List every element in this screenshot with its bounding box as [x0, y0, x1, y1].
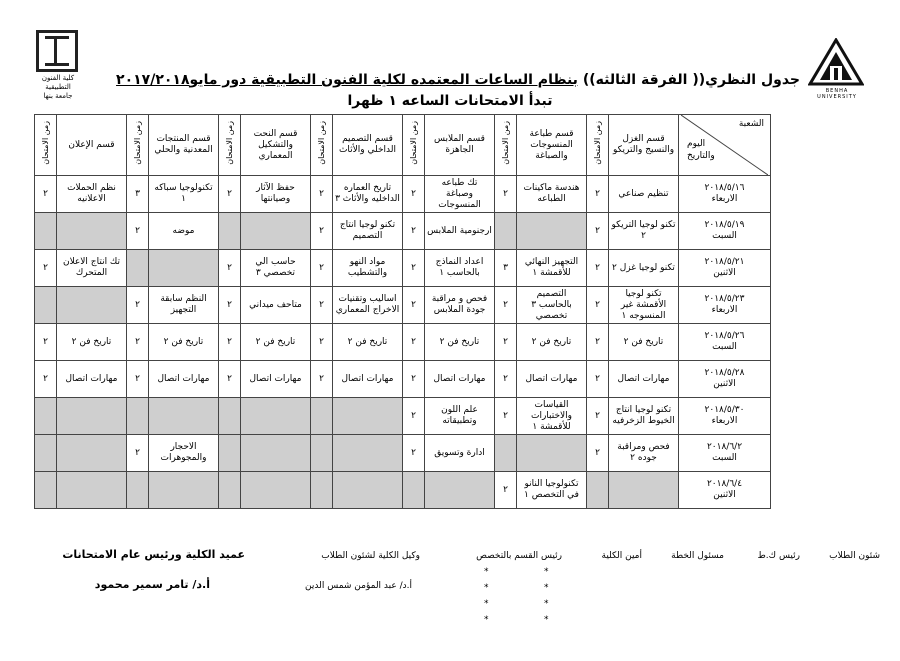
duration-label: زمن الامتحان [592, 121, 602, 165]
duration-cell: ٢ [495, 176, 517, 213]
duration-cell [219, 213, 241, 250]
duration-cell: ٣ [127, 176, 149, 213]
duration-cell: ٢ [127, 324, 149, 361]
course-cell: تكنو لوجيا التريكو ٢ [609, 213, 679, 250]
course-cell [149, 472, 219, 509]
course-cell: اعداد النماذج بالحاسب ١ [425, 250, 495, 287]
exam-date: ٢٠١٨/٥/٣٠ [704, 405, 745, 415]
duration-header [495, 115, 517, 176]
duration-cell: ٢ [219, 324, 241, 361]
dept-head-signature-mark: * [544, 615, 549, 625]
exam-date: ٢٠١٨/٦/٢ [706, 442, 743, 452]
duration-cell: ٢ [311, 361, 333, 398]
duration-cell [35, 398, 57, 435]
duration-cell: ٢ [587, 250, 609, 287]
table-row [35, 472, 771, 509]
sig-college-secretary: أمين الكلية [601, 551, 642, 561]
sig-students-affairs: شئون الطلاب [829, 551, 880, 561]
course-cell: تكنو لوجيا انتاج الخيوط الزخرفيه [609, 398, 679, 435]
duration-cell: ٢ [403, 250, 425, 287]
course-cell: تاريخ فن ٢ [609, 324, 679, 361]
course-cell: فحص ومراقبة جوده ٢ [609, 435, 679, 472]
table-row [35, 324, 771, 361]
course-cell: مهارات اتصال [425, 361, 495, 398]
dept-head-signature-mark: * [544, 599, 549, 609]
duration-cell: ٢ [587, 435, 609, 472]
course-cell: تكنو لوجيا انتاج التصميم [333, 213, 403, 250]
course-cell: تاريخ فن ٢ [517, 324, 587, 361]
sig-dean: عميد الكلية ورئيس عام الامتحانات [62, 548, 245, 561]
department-header: قسم التصميم الداخلي والأثاث [333, 115, 403, 176]
course-cell: تاريخ فن ٢ [333, 324, 403, 361]
day-date-header [679, 115, 771, 176]
college-logo [36, 30, 78, 72]
course-cell: مهارات اتصال [609, 361, 679, 398]
course-cell [149, 398, 219, 435]
table-row [35, 435, 771, 472]
duration-cell: ٢ [403, 435, 425, 472]
duration-cell [495, 213, 517, 250]
course-cell: تاريخ فن ٢ [241, 324, 311, 361]
duration-cell: ٢ [403, 398, 425, 435]
duration-cell: ٢ [403, 213, 425, 250]
duration-cell: ٢ [403, 324, 425, 361]
duration-cell: ٢ [311, 250, 333, 287]
course-cell [425, 472, 495, 509]
table-row [35, 250, 771, 287]
duration-cell [311, 435, 333, 472]
duration-cell [219, 472, 241, 509]
duration-cell [219, 398, 241, 435]
duration-cell: ٢ [35, 324, 57, 361]
day-date-cell [679, 250, 771, 287]
page-title: جدول النظري(( الفرقة الثالثه)) بنظام الساعات المعتمده لكلية الفنون التطبيقية دور مايو٢٠١٧/٢٠١٨ [116, 72, 800, 88]
exam-date: ٢٠١٨/٥/٢٨ [704, 368, 745, 378]
course-cell [333, 472, 403, 509]
exam-date: ٢٠١٨/٥/٢٦ [704, 331, 745, 341]
course-cell: تاريخ فن ٢ [149, 324, 219, 361]
day-label: اليوم [687, 139, 706, 149]
course-cell: تكنو لوجيا غزل ٢ [609, 250, 679, 287]
duration-label: زمن الامتحان [40, 121, 50, 165]
course-cell: ارجنومية الملابس [425, 213, 495, 250]
dept-head-signature-mark: * [544, 583, 549, 593]
sig-vice-dean: وكيل الكلية لشئون الطلاب [321, 551, 420, 561]
duration-cell [127, 472, 149, 509]
day-date-cell [679, 472, 771, 509]
course-cell [241, 435, 311, 472]
duration-label: زمن الامتحان [500, 121, 510, 165]
duration-cell [127, 398, 149, 435]
department-header: قسم المنتجات المعدنية والحلي [149, 115, 219, 176]
duration-cell: ٢ [495, 361, 517, 398]
department-header: قسم الملابس الجاهزة [425, 115, 495, 176]
duration-label: زمن الامتحان [224, 121, 234, 165]
duration-header [403, 115, 425, 176]
course-cell: مواد النهو والتشطيب [333, 250, 403, 287]
table-row [35, 176, 771, 213]
exam-day: الاربعاء [711, 416, 738, 426]
course-cell: تنظيم صناعي [609, 176, 679, 213]
day-date-cell [679, 176, 771, 213]
university-logo [808, 38, 864, 90]
duration-cell: ٢ [311, 287, 333, 324]
course-cell [57, 213, 127, 250]
course-cell: تكنو لوجيا الأقمشة غير المنسوجه ١ [609, 287, 679, 324]
department-header: قسم النحت والتشكيل المعماري [241, 115, 311, 176]
duration-header [35, 115, 57, 176]
course-cell: تاريخ العماره الداخليه والأثاث ٣ [333, 176, 403, 213]
duration-cell: ٢ [587, 324, 609, 361]
duration-cell [403, 472, 425, 509]
course-cell: تكنولوجيا سباكه ١ [149, 176, 219, 213]
duration-label: زمن الامتحان [408, 121, 418, 165]
sig-plan-officer: مسئول الخطة [671, 551, 724, 561]
course-cell: هندسة ماكينات الطباعه [517, 176, 587, 213]
dept-head-signature-mark: * [544, 567, 549, 577]
vice-dean-name: أ.د/ عبد المؤمن شمس الدين [305, 581, 412, 591]
duration-cell [35, 472, 57, 509]
duration-cell [35, 435, 57, 472]
date-label: والتاريخ [687, 151, 715, 161]
day-date-cell [679, 287, 771, 324]
duration-cell: ٢ [35, 361, 57, 398]
course-cell [517, 213, 587, 250]
course-cell: التجهيز النهائي للأقمشة ١ [517, 250, 587, 287]
duration-cell: ٢ [311, 213, 333, 250]
duration-cell [219, 435, 241, 472]
course-cell [241, 472, 311, 509]
sig-control-head: رئيس ك.ط [757, 551, 800, 561]
duration-cell: ٢ [219, 176, 241, 213]
course-cell [57, 472, 127, 509]
course-cell: النظم سابقة التجهيز [149, 287, 219, 324]
sig-dept-head: رئيس القسم بالتخصص [476, 551, 562, 561]
exam-day: السبت [712, 453, 737, 463]
duration-cell: ٢ [495, 324, 517, 361]
duration-cell [127, 250, 149, 287]
duration-header [127, 115, 149, 176]
course-cell: اساليب وتقنيات الاخراج المعماري [333, 287, 403, 324]
course-cell: نظم الحملات الاعلانيه [57, 176, 127, 213]
course-cell [149, 250, 219, 287]
dept-head-signature-mark: * [484, 583, 489, 593]
dean-name: أ.د/ تامر سمير محمود [94, 578, 210, 591]
duration-cell: ٢ [127, 435, 149, 472]
duration-cell: ٢ [495, 287, 517, 324]
duration-cell: ٢ [403, 176, 425, 213]
course-cell: تاريخ فن ٢ [57, 324, 127, 361]
university-logo-caption: BENHA UNIVERSITY [817, 88, 857, 100]
course-cell: مهارات اتصال [57, 361, 127, 398]
course-cell: حاسب الي تخصصي ٣ [241, 250, 311, 287]
duration-label: زمن الامتحان [132, 121, 142, 165]
course-cell: حفظ الآثار وصيانتها [241, 176, 311, 213]
duration-cell: ٢ [587, 398, 609, 435]
day-date-cell [679, 324, 771, 361]
course-cell [333, 398, 403, 435]
course-cell: التصميم بالحاسب ٣ تخصصي [517, 287, 587, 324]
duration-cell: ٢ [587, 176, 609, 213]
department-header: قسم الإعلان [57, 115, 127, 176]
duration-cell: ٢ [219, 361, 241, 398]
table-header-row [35, 115, 771, 176]
exam-date: ٢٠١٨/٥/١٦ [704, 183, 745, 193]
exam-schedule-table [34, 114, 771, 509]
table-row [35, 361, 771, 398]
department-header: قسم طباعة المنسوجات والصباغة [517, 115, 587, 176]
exam-day: الاربعاء [711, 305, 738, 315]
course-cell [57, 435, 127, 472]
course-cell [333, 435, 403, 472]
duration-cell: ٢ [219, 287, 241, 324]
duration-cell [587, 472, 609, 509]
course-cell: مهارات اتصال [149, 361, 219, 398]
exam-day: السبت [712, 342, 737, 352]
exam-date: ٢٠١٨/٥/٢٣ [704, 294, 745, 304]
duration-cell: ٢ [35, 176, 57, 213]
duration-header [587, 115, 609, 176]
course-cell: موضه [149, 213, 219, 250]
exam-date: ٢٠١٨/٥/٢١ [704, 257, 745, 267]
duration-cell: ٢ [587, 213, 609, 250]
course-cell: الاحجار والمجوهرات [149, 435, 219, 472]
exam-date: ٢٠١٨/٦/٤ [706, 479, 743, 489]
course-cell: علم اللون وتطبيقاته [425, 398, 495, 435]
duration-label: زمن الامتحان [316, 121, 326, 165]
exam-day: الاثنين [713, 379, 736, 389]
exam-date: ٢٠١٨/٥/١٩ [704, 220, 745, 230]
day-date-cell [679, 361, 771, 398]
duration-cell: ٢ [311, 324, 333, 361]
table-row [35, 398, 771, 435]
course-cell [57, 287, 127, 324]
course-cell: فحص و مراقبة جودة الملابس [425, 287, 495, 324]
course-cell: تك طباعه وصباغة المنسوجات [425, 176, 495, 213]
table-row [35, 287, 771, 324]
course-cell: متاحف ميداني [241, 287, 311, 324]
course-cell: مهارات اتصال [333, 361, 403, 398]
course-cell [241, 213, 311, 250]
dept-head-signature-mark: * [484, 599, 489, 609]
duration-cell [495, 435, 517, 472]
exam-day: الاثنين [713, 490, 736, 500]
duration-header [311, 115, 333, 176]
duration-cell: ٢ [127, 213, 149, 250]
course-cell: تاريخ فن ٢ [425, 324, 495, 361]
duration-cell: ٢ [127, 287, 149, 324]
duration-cell: ٢ [495, 398, 517, 435]
duration-cell: ٢ [403, 287, 425, 324]
department-header: قسم الغزل والنسيج والتريكو [609, 115, 679, 176]
duration-cell: ٣ [495, 250, 517, 287]
exam-day: الاربعاء [711, 194, 738, 204]
duration-cell [35, 213, 57, 250]
duration-cell: ٢ [311, 176, 333, 213]
course-cell [241, 398, 311, 435]
dept-head-signature-mark: * [484, 567, 489, 577]
duration-cell: ٢ [403, 361, 425, 398]
duration-cell [311, 398, 333, 435]
duration-cell [35, 287, 57, 324]
duration-cell: ٢ [219, 250, 241, 287]
course-cell: مهارات اتصال [241, 361, 311, 398]
college-logo-caption: كلية الفنون التطبيقية جامعة بنها [41, 74, 75, 100]
day-date-cell [679, 435, 771, 472]
duration-cell: ٢ [35, 250, 57, 287]
course-cell: القياسات والاختبارات للأقمشة ١ [517, 398, 587, 435]
day-date-cell [679, 398, 771, 435]
duration-cell: ٢ [127, 361, 149, 398]
division-label: الشعبة [738, 119, 764, 129]
course-cell [57, 398, 127, 435]
course-cell: تك انتاج الاعلان المتحرك [57, 250, 127, 287]
page-subtitle: تبدأ الامتحانات الساعه ١ ظهرا [347, 93, 553, 109]
course-cell: تكنولوجيا النانو في التخصص ١ [517, 472, 587, 509]
exam-day: السبت [712, 231, 737, 241]
day-date-cell [679, 213, 771, 250]
exam-day: الاثنين [713, 268, 736, 278]
duration-cell: ٢ [495, 472, 517, 509]
duration-header [219, 115, 241, 176]
duration-cell [311, 472, 333, 509]
course-cell: ادارة وتسويق [425, 435, 495, 472]
dept-head-signature-mark: * [484, 615, 489, 625]
course-cell: مهارات اتصال [517, 361, 587, 398]
course-cell [609, 472, 679, 509]
course-cell [517, 435, 587, 472]
duration-cell: ٢ [587, 361, 609, 398]
table-row [35, 213, 771, 250]
duration-cell: ٢ [587, 287, 609, 324]
